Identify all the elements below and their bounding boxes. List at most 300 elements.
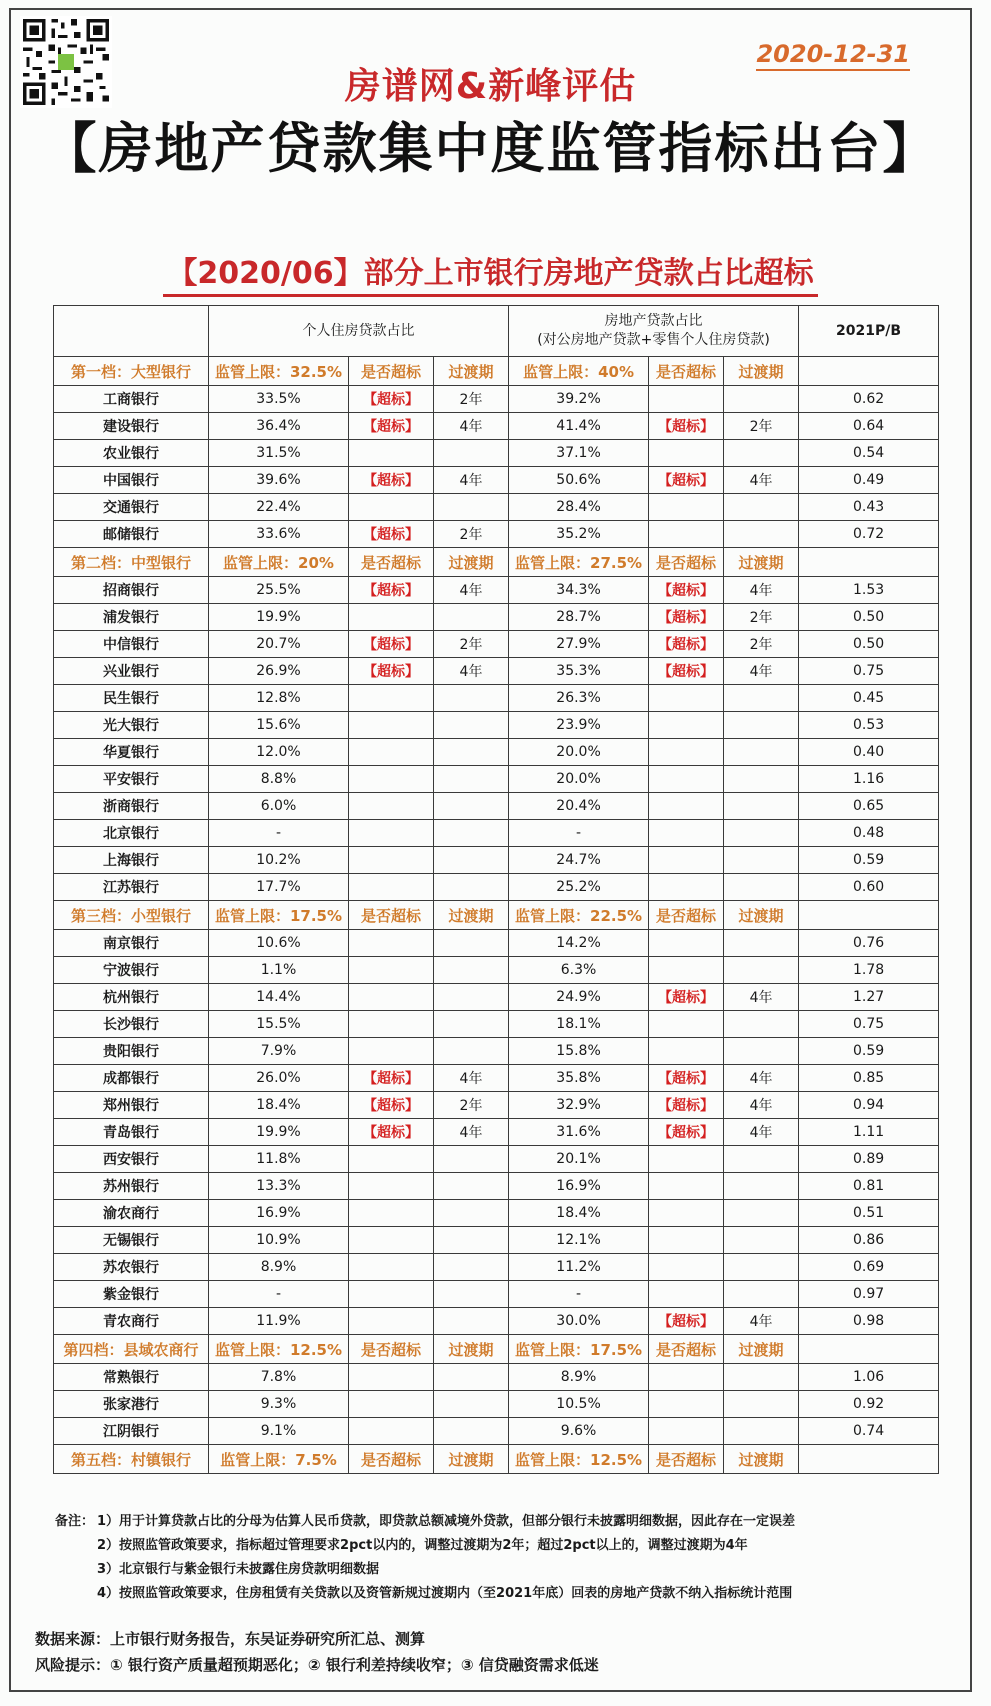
personal-over-flag: 【 超标 】: [349, 521, 434, 548]
table-header-row: [54, 306, 939, 357]
bank-name: 上海银行: [54, 847, 209, 874]
header-blank-cell: [54, 306, 209, 357]
realestate-over-flag: 【 超标 】: [649, 413, 724, 440]
realestate-ratio: 18.1%: [509, 1011, 649, 1038]
realestate-ratio: 9.6%: [509, 1418, 649, 1445]
realestate-ratio: 6.3%: [509, 957, 649, 984]
header-pb: 2021P/B: [799, 306, 939, 357]
personal-over-flag: [349, 957, 434, 984]
tier-label-over: 是否超标: [349, 1445, 434, 1474]
tier-label-over: 是否超标: [349, 357, 434, 386]
realestate-transition: [724, 494, 799, 521]
realestate-ratio: 10.5%: [509, 1391, 649, 1418]
personal-ratio: 8.8%: [209, 766, 349, 793]
bank-name: 无锡银行: [54, 1227, 209, 1254]
personal-ratio: 13.3%: [209, 1173, 349, 1200]
bank-name: 兴业银行: [54, 658, 209, 685]
personal-transition: [434, 1038, 509, 1065]
personal-ratio: 10.2%: [209, 847, 349, 874]
bank-name: 中信银行: [54, 631, 209, 658]
realestate-over-flag: [649, 1038, 724, 1065]
realestate-ratio: -: [509, 820, 649, 847]
pb-value: 0.86: [799, 1227, 939, 1254]
tier-blank-cell: [799, 357, 939, 386]
personal-transition: [434, 604, 509, 631]
realestate-ratio: 32.9%: [509, 1092, 649, 1119]
realestate-over-flag: [649, 847, 724, 874]
pb-value: 0.97: [799, 1281, 939, 1308]
brand-title: 房谱网&新峰评估: [344, 66, 637, 107]
realestate-over-flag: [649, 874, 724, 901]
personal-transition: [434, 1173, 509, 1200]
realestate-transition: 4年: [724, 577, 799, 604]
personal-ratio: 33.5%: [209, 386, 349, 413]
realestate-transition: [724, 1038, 799, 1065]
personal-transition: [434, 793, 509, 820]
tier-cap-personal: 监管上限：17.5%: [209, 901, 349, 930]
realestate-ratio: 50.6%: [509, 467, 649, 494]
pb-value: 1.06: [799, 1364, 939, 1391]
tier-label-over: 是否超标: [649, 901, 724, 930]
realestate-transition: [724, 1364, 799, 1391]
report-date: 2020-12-31: [756, 40, 910, 71]
realestate-transition: 4年: [724, 1119, 799, 1146]
realestate-transition: 2年: [724, 604, 799, 631]
table-row: [54, 930, 939, 957]
realestate-ratio: 12.1%: [509, 1227, 649, 1254]
realestate-over-flag: 【 超标 】: [649, 1308, 724, 1335]
realestate-transition: [724, 386, 799, 413]
realestate-transition: 4年: [724, 467, 799, 494]
note-row: [55, 1558, 795, 1582]
personal-transition: [434, 957, 509, 984]
realestate-over-flag: [649, 494, 724, 521]
pb-value: 0.59: [799, 1038, 939, 1065]
realestate-ratio: 20.0%: [509, 766, 649, 793]
realestate-transition: 4年: [724, 1308, 799, 1335]
personal-ratio: 33.6%: [209, 521, 349, 548]
tier-label-transition: 过渡期: [434, 901, 509, 930]
pb-value: 0.51: [799, 1200, 939, 1227]
tier-label-transition: 过渡期: [434, 1445, 509, 1474]
tier-label-over: 是否超标: [649, 357, 724, 386]
personal-ratio: -: [209, 1281, 349, 1308]
realestate-over-flag: 【 超标 】: [649, 1065, 724, 1092]
tier-blank-cell: [799, 1445, 939, 1474]
realestate-ratio: 14.2%: [509, 930, 649, 957]
personal-ratio: 15.6%: [209, 712, 349, 739]
personal-over-flag: [349, 766, 434, 793]
realestate-transition: [724, 820, 799, 847]
personal-transition: 4年: [434, 658, 509, 685]
bank-name: 南京银行: [54, 930, 209, 957]
personal-ratio: 20.7%: [209, 631, 349, 658]
tier-cap-personal: 监管上限：32.5%: [209, 357, 349, 386]
table-row: [54, 1038, 939, 1065]
tier-name: 第一档：大型银行: [54, 357, 209, 386]
personal-ratio: 26.0%: [209, 1065, 349, 1092]
personal-transition: [434, 1308, 509, 1335]
personal-transition: [434, 820, 509, 847]
pb-value: 0.98: [799, 1308, 939, 1335]
table-row: [54, 604, 939, 631]
pb-value: 0.40: [799, 739, 939, 766]
realestate-ratio: 18.4%: [509, 1200, 649, 1227]
realestate-over-flag: [649, 1146, 724, 1173]
personal-over-flag: [349, 847, 434, 874]
personal-transition: 4年: [434, 467, 509, 494]
personal-ratio: 11.9%: [209, 1308, 349, 1335]
personal-transition: [434, 984, 509, 1011]
realestate-over-flag: [649, 1254, 724, 1281]
realestate-over-flag: [649, 930, 724, 957]
realestate-transition: [724, 739, 799, 766]
realestate-transition: [724, 847, 799, 874]
tier-label-transition: 过渡期: [724, 1335, 799, 1364]
personal-transition: [434, 847, 509, 874]
personal-ratio: 8.9%: [209, 1254, 349, 1281]
tier-label-over: 是否超标: [349, 901, 434, 930]
tier-name: 第二档：中型银行: [54, 548, 209, 577]
realestate-ratio: 37.1%: [509, 440, 649, 467]
table-row: [54, 957, 939, 984]
pb-value: 1.16: [799, 766, 939, 793]
pb-value: 1.53: [799, 577, 939, 604]
tier-label-transition: 过渡期: [724, 357, 799, 386]
tier-cap-realestate: 监管上限：40%: [509, 357, 649, 386]
realestate-over-flag: [649, 1011, 724, 1038]
personal-ratio: -: [209, 820, 349, 847]
personal-over-flag: [349, 1391, 434, 1418]
personal-over-flag: [349, 1227, 434, 1254]
personal-transition: [434, 712, 509, 739]
tier-cap-personal: 监管上限：12.5%: [209, 1335, 349, 1364]
realestate-ratio: 11.2%: [509, 1254, 649, 1281]
pb-value: 0.59: [799, 847, 939, 874]
personal-transition: 4年: [434, 413, 509, 440]
personal-ratio: 11.8%: [209, 1146, 349, 1173]
pb-value: 0.43: [799, 494, 939, 521]
personal-transition: [434, 1011, 509, 1038]
pb-value: 0.75: [799, 658, 939, 685]
note-item: 4）按照监管政策要求，住房租赁有关贷款以及资管新规过渡期内（至2021年底）回表的房地产贷款不纳入指标统计范围: [97, 1586, 793, 1601]
personal-over-flag: 【 超标 】: [349, 658, 434, 685]
table-row: [54, 1418, 939, 1445]
tier-blank-cell: [799, 1335, 939, 1364]
table-row: [54, 847, 939, 874]
pb-value: 0.69: [799, 1254, 939, 1281]
bank-name: 工商银行: [54, 386, 209, 413]
realestate-over-flag: 【 超标 】: [649, 631, 724, 658]
pb-value: 0.75: [799, 1011, 939, 1038]
pb-value: 0.48: [799, 820, 939, 847]
tier-label-transition: 过渡期: [724, 1445, 799, 1474]
personal-over-flag: [349, 739, 434, 766]
pb-value: 0.89: [799, 1146, 939, 1173]
personal-over-flag: 【 超标 】: [349, 386, 434, 413]
personal-ratio: 14.4%: [209, 984, 349, 1011]
loan-ratio-table: [53, 305, 939, 1474]
realestate-transition: [724, 930, 799, 957]
realestate-transition: [724, 1227, 799, 1254]
realestate-transition: [724, 440, 799, 467]
personal-over-flag: [349, 1281, 434, 1308]
personal-transition: [434, 930, 509, 957]
personal-over-flag: [349, 685, 434, 712]
personal-over-flag: [349, 1308, 434, 1335]
source-block: [35, 1626, 599, 1678]
tier-cap-personal: 监管上限：20%: [209, 548, 349, 577]
realestate-ratio: 24.7%: [509, 847, 649, 874]
pb-value: 0.45: [799, 685, 939, 712]
table-row: [54, 1092, 939, 1119]
personal-transition: [434, 739, 509, 766]
note-row: [55, 1534, 795, 1558]
pb-value: 0.62: [799, 386, 939, 413]
realestate-ratio: 25.2%: [509, 874, 649, 901]
tier-label-over: 是否超标: [349, 548, 434, 577]
personal-over-flag: 【 超标 】: [349, 1065, 434, 1092]
bank-name: 光大银行: [54, 712, 209, 739]
realestate-transition: [724, 1281, 799, 1308]
realestate-transition: [724, 685, 799, 712]
table-row: [54, 1308, 939, 1335]
personal-transition: 2年: [434, 631, 509, 658]
table-row: [54, 874, 939, 901]
personal-transition: 2年: [434, 386, 509, 413]
realestate-ratio: 34.3%: [509, 577, 649, 604]
realestate-over-flag: [649, 712, 724, 739]
pb-value: 0.76: [799, 930, 939, 957]
realestate-ratio: 30.0%: [509, 1308, 649, 1335]
bank-name: 杭州银行: [54, 984, 209, 1011]
tier-header-row: [54, 1445, 939, 1474]
table-row: [54, 577, 939, 604]
bank-name: 紫金银行: [54, 1281, 209, 1308]
tier-label-transition: 过渡期: [434, 1335, 509, 1364]
tier-cap-personal: 监管上限：7.5%: [209, 1445, 349, 1474]
personal-transition: [434, 1227, 509, 1254]
personal-over-flag: [349, 604, 434, 631]
personal-over-flag: [349, 1364, 434, 1391]
bank-name: 青农商行: [54, 1308, 209, 1335]
realestate-transition: [724, 874, 799, 901]
notes-lead: 备注：: [55, 1514, 95, 1529]
realestate-transition: [724, 793, 799, 820]
realestate-transition: [724, 1011, 799, 1038]
realestate-over-flag: [649, 1391, 724, 1418]
realestate-transition: 4年: [724, 658, 799, 685]
realestate-over-flag: [649, 1227, 724, 1254]
realestate-transition: 2年: [724, 413, 799, 440]
realestate-over-flag: 【 超标 】: [649, 577, 724, 604]
realestate-over-flag: [649, 1173, 724, 1200]
bank-name: 张家港行: [54, 1391, 209, 1418]
table-row: [54, 521, 939, 548]
realestate-ratio: 26.3%: [509, 685, 649, 712]
table-row: [54, 413, 939, 440]
table-row: [54, 739, 939, 766]
table-row: [54, 984, 939, 1011]
note-item: 3）北京银行与紫金银行未披露住房贷款明细数据: [97, 1562, 380, 1577]
personal-over-flag: [349, 1011, 434, 1038]
personal-ratio: 10.9%: [209, 1227, 349, 1254]
personal-ratio: 6.0%: [209, 793, 349, 820]
pb-value: 0.64: [799, 413, 939, 440]
personal-ratio: 26.9%: [209, 658, 349, 685]
risk-warning-text: 风险提示：① 银行资产质量超预期恶化；② 银行利差持续收窄；③ 信贷融资需求低迷: [35, 1656, 599, 1674]
tier-name: 第四档：县域农商行: [54, 1335, 209, 1364]
table-row: [54, 631, 939, 658]
header-personal-loan: 个人住房贷款占比: [209, 306, 509, 357]
personal-ratio: 19.9%: [209, 604, 349, 631]
table-row: [54, 1281, 939, 1308]
realestate-ratio: -: [509, 1281, 649, 1308]
table-row: [54, 766, 939, 793]
tier-label-transition: 过渡期: [434, 548, 509, 577]
personal-over-flag: [349, 440, 434, 467]
personal-over-flag: 【 超标 】: [349, 631, 434, 658]
table-row: [54, 1119, 939, 1146]
note-row: [55, 1510, 795, 1534]
bank-name: 青岛银行: [54, 1119, 209, 1146]
realestate-transition: [724, 766, 799, 793]
bank-name: 苏农银行: [54, 1254, 209, 1281]
pb-value: 0.50: [799, 604, 939, 631]
section-subtitle: [11, 248, 970, 297]
table-row: [54, 658, 939, 685]
personal-ratio: 12.8%: [209, 685, 349, 712]
tier-name: 第三档：小型银行: [54, 901, 209, 930]
table-row: [54, 1146, 939, 1173]
table-row: [54, 685, 939, 712]
tier-label-transition: 过渡期: [434, 357, 509, 386]
pb-value: 0.92: [799, 1391, 939, 1418]
tier-label-transition: 过渡期: [724, 901, 799, 930]
table-row: [54, 1200, 939, 1227]
tier-label-transition: 过渡期: [724, 548, 799, 577]
personal-ratio: 7.9%: [209, 1038, 349, 1065]
tier-cap-realestate: 监管上限：27.5%: [509, 548, 649, 577]
personal-over-flag: [349, 494, 434, 521]
personal-ratio: 1.1%: [209, 957, 349, 984]
bank-name: 北京银行: [54, 820, 209, 847]
realestate-over-flag: 【 超标 】: [649, 658, 724, 685]
personal-transition: [434, 685, 509, 712]
data-source-text: 数据来源：上市银行财务报告，东吴证券研究所汇总、测算: [35, 1630, 426, 1648]
realestate-ratio: 23.9%: [509, 712, 649, 739]
tier-label-over: 是否超标: [649, 1445, 724, 1474]
realestate-over-flag: [649, 739, 724, 766]
personal-over-flag: [349, 1173, 434, 1200]
realestate-over-flag: [649, 793, 724, 820]
personal-ratio: 9.1%: [209, 1418, 349, 1445]
note-item: 2）按照监管政策要求，指标超过管理要求2pct以内的，调整过渡期为2年；超过2pct以上的，调整过渡期为4年: [97, 1538, 748, 1553]
personal-over-flag: [349, 930, 434, 957]
tier-label-over: 是否超标: [649, 548, 724, 577]
realestate-ratio: 8.9%: [509, 1364, 649, 1391]
realestate-over-flag: [649, 386, 724, 413]
table-row: [54, 467, 939, 494]
table-row: [54, 1227, 939, 1254]
bank-name: 招商银行: [54, 577, 209, 604]
table-row: [54, 386, 939, 413]
personal-transition: 4年: [434, 577, 509, 604]
bank-name: 农业银行: [54, 440, 209, 467]
pb-value: 0.50: [799, 631, 939, 658]
personal-over-flag: [349, 1418, 434, 1445]
realestate-ratio: 35.8%: [509, 1065, 649, 1092]
personal-transition: [434, 1364, 509, 1391]
personal-ratio: 9.3%: [209, 1391, 349, 1418]
bank-name: 常熟银行: [54, 1364, 209, 1391]
bank-name: 江苏银行: [54, 874, 209, 901]
personal-ratio: 39.6%: [209, 467, 349, 494]
table-row: [54, 1173, 939, 1200]
personal-over-flag: 【 超标 】: [349, 1119, 434, 1146]
personal-ratio: 17.7%: [209, 874, 349, 901]
personal-over-flag: [349, 984, 434, 1011]
tier-header-row: [54, 548, 939, 577]
table-row: [54, 440, 939, 467]
table-row: [54, 494, 939, 521]
realestate-over-flag: 【 超标 】: [649, 984, 724, 1011]
realestate-over-flag: 【 超标 】: [649, 1092, 724, 1119]
table-row: [54, 793, 939, 820]
personal-ratio: 12.0%: [209, 739, 349, 766]
realestate-ratio: 24.9%: [509, 984, 649, 1011]
realestate-ratio: 20.4%: [509, 793, 649, 820]
personal-ratio: 16.9%: [209, 1200, 349, 1227]
personal-transition: [434, 1391, 509, 1418]
personal-transition: [434, 1146, 509, 1173]
personal-over-flag: 【 超标 】: [349, 1092, 434, 1119]
personal-ratio: 31.5%: [209, 440, 349, 467]
header-realestate-line1: 房地产贷款占比: [604, 313, 703, 329]
personal-ratio: 22.4%: [209, 494, 349, 521]
realestate-ratio: 35.2%: [509, 521, 649, 548]
realestate-ratio: 41.4%: [509, 413, 649, 440]
tier-blank-cell: [799, 901, 939, 930]
personal-ratio: 19.9%: [209, 1119, 349, 1146]
personal-transition: 4年: [434, 1065, 509, 1092]
realestate-over-flag: [649, 1281, 724, 1308]
bank-name: 邮储银行: [54, 521, 209, 548]
realestate-transition: 4年: [724, 1065, 799, 1092]
bank-name: 建设银行: [54, 413, 209, 440]
personal-over-flag: [349, 793, 434, 820]
bank-name: 中国银行: [54, 467, 209, 494]
realestate-ratio: 35.3%: [509, 658, 649, 685]
pb-value: 0.65: [799, 793, 939, 820]
tier-name: 第五档：村镇银行: [54, 1445, 209, 1474]
realestate-transition: [724, 1146, 799, 1173]
realestate-ratio: 39.2%: [509, 386, 649, 413]
table-row: [54, 1065, 939, 1092]
realestate-ratio: 28.7%: [509, 604, 649, 631]
realestate-ratio: 31.6%: [509, 1119, 649, 1146]
personal-over-flag: [349, 1038, 434, 1065]
personal-transition: 4年: [434, 1119, 509, 1146]
realestate-ratio: 20.0%: [509, 739, 649, 766]
personal-over-flag: [349, 1254, 434, 1281]
tier-label-over: 是否超标: [649, 1335, 724, 1364]
bank-name: 长沙银行: [54, 1011, 209, 1038]
personal-transition: [434, 1281, 509, 1308]
bank-name: 浙商银行: [54, 793, 209, 820]
realestate-ratio: 16.9%: [509, 1173, 649, 1200]
personal-over-flag: [349, 820, 434, 847]
